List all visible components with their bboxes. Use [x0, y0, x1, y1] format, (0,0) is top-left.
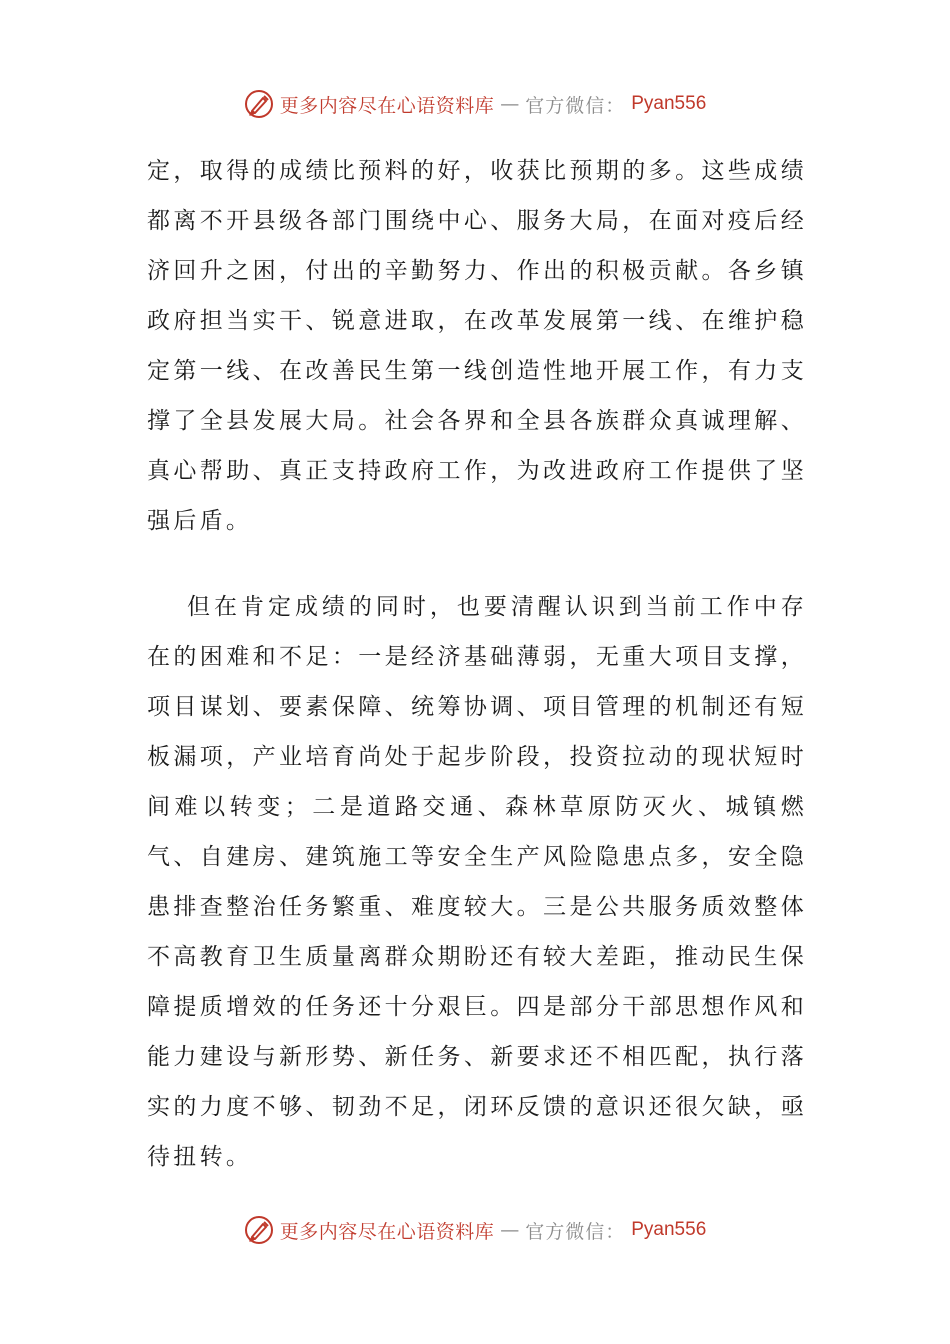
watermark-id: Pyan556: [631, 1219, 707, 1240]
paragraph-1: 定，取得的成绩比预料的好，收获比预期的多。这些成绩都离不开县级各部门围绕中心、服务大局，在面对疫后经济回升之困，付出的辛勤努力、作出的积极贡献。各乡镇政府担当实干、锐意进取，在改革发展第一线、在维护稳定第一线、在改善民生第一线创造性地开展工作，有力支撑了全县发展大局。社会各界和全县各族群众真诚理解、真心帮助、真正支持政府工作，为改进政府工作提供了坚强后盾。: [147, 158, 807, 534]
watermark-dash: —: [500, 93, 520, 115]
watermark-id: Pyan556: [631, 93, 707, 114]
paragraph-2: 但在肯定成绩的同时，也要清醒认识到当前工作中存在的困难和不足：一是经济基础薄弱，无重大项目支撑，项目谋划、要素保障、统筹协调、项目管理的机制还有短板漏项，产业培育尚处于起步阶段，投资拉动的现状短时间难以转变；二是道路交通、森林草原防灭火、城镇燃气、自建房、建筑施工等安全生产风险隐患点多，安全隐患排查整治任务繁重、难度较大。三是公共服务质效整体不高教育卫生质量离群众期盼还有较大差距，推动民生保障提质增效的任务还十分艰巨。四是部分干部思想作风和能力建设与新形势、新任务、新要求还不相匹配，执行落实的力度不够、韧劲不足，闭环反馈的意识还很欠缺，亟待扭转。: [147, 594, 807, 1170]
watermark-label: 官方微信：: [525, 94, 626, 117]
pen-nib-icon: [244, 1215, 274, 1245]
pen-nib-icon: [244, 89, 274, 119]
header-watermark: [0, 84, 950, 124]
watermark-brand: 更多内容尽在心语资料库: [279, 94, 495, 117]
footer-watermark: [0, 1210, 950, 1250]
watermark-label: 官方微信：: [525, 1220, 626, 1243]
document-body: [147, 146, 807, 1182]
watermark-dash: —: [500, 1219, 520, 1241]
watermark-brand: 更多内容尽在心语资料库: [279, 1220, 495, 1243]
